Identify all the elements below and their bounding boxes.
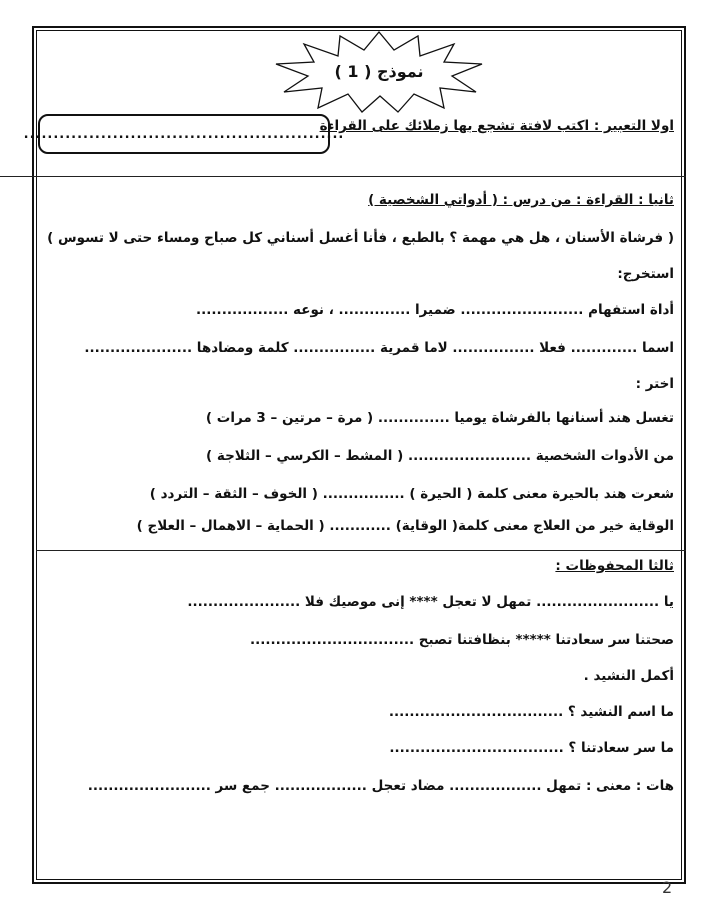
question-2: ما سر سعادتنا ؟ .................................. (389, 740, 674, 756)
verse-1: يا ........................ تمهل لا تعجل **** إنى موصيك فلا ...................... (187, 594, 674, 610)
complete-label: أكمل النشيد . (583, 668, 674, 684)
divider-top (0, 176, 686, 177)
expression-answer-box[interactable]: ...................................................... (38, 114, 330, 154)
extract-line-1: أداة استفهام ........................ ضميرا .............. ، نوعه .................. (196, 302, 674, 318)
memorization-heading: ثالثا المحفوظات : (555, 558, 674, 574)
extract-label: استخرج: (617, 266, 674, 282)
verse-2: صحتنا سر سعادتنا ***** بنظافتنا تصبح ................................ (249, 632, 674, 648)
expression-prompt: اولا التعبير : اكتب لافتة تشجع بها زملائك على القراءة (319, 118, 674, 134)
extract-line-2: اسما ............. فعلا ................ لاما قمرية ................ كلمة ومضادها ..................... (84, 340, 674, 356)
divider-middle (36, 550, 686, 551)
choose-item: تغسل هند أسنانها بالفرشاة يوميا .............. ( مرة – مرتين – 3 مرات ) (205, 410, 674, 426)
question-3: هات : معنى : تمهل .................. مضاد تعجل .................. جمع سر ........................ (87, 778, 674, 794)
choose-item: من الأدوات الشخصية ........................ ( المشط – الكرسي – الثلاجة ) (206, 448, 674, 464)
reading-heading: ثانيا : القراءة : من درس : ( أدواتي الشخصية ) (368, 192, 674, 208)
question-1: ما اسم النشيد ؟ .................................. (388, 704, 674, 720)
model-label: نموذج ( 1 ) (334, 61, 424, 81)
reading-passage: ( فرشاة الأسنان ، هل هي مهمة ؟ بالطبع ، فأنا أغسل أسناني كل صباح ومساء حتى لا تسوس ) (47, 230, 674, 246)
page-number: 2 (662, 878, 673, 897)
choose-item: شعرت هند بالحيرة معنى كلمة ( الحيرة ) ................ ( الخوف – الثقة – التردد ) (149, 486, 674, 502)
choose-item: الوقاية خير من العلاج معنى كلمة( الوقاية) ............ ( الحماية – الاهمال – العلاج ) (136, 518, 674, 534)
choose-label: اختر : (635, 376, 674, 392)
